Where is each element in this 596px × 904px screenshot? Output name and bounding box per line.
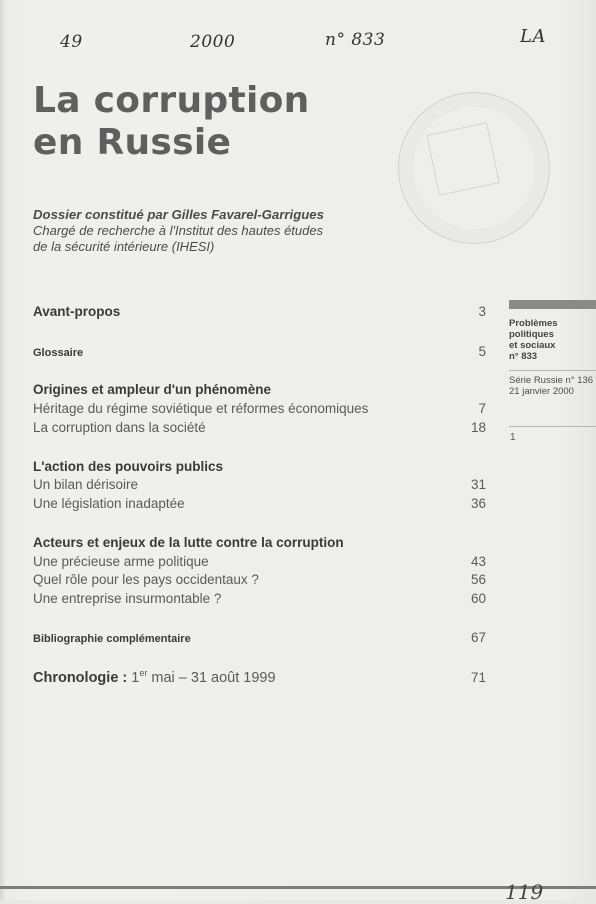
toc-label [33, 668, 276, 686]
toc-label: Une législation inadaptée [33, 496, 185, 511]
publication-series [509, 375, 593, 397]
toc-entry [33, 572, 486, 587]
toc-page: 67 [470, 630, 486, 645]
toc-page: 43 [470, 554, 486, 569]
toc-page: 5 [478, 344, 486, 359]
author-role-line-2: de la sécurité intérieure (IHESI) [33, 239, 215, 254]
toc-page: 60 [470, 591, 486, 606]
handwritten-note-bottom: 119 [505, 880, 544, 904]
publication-date: 21 janvier 2000 [509, 386, 574, 397]
toc-label: Une entreprise insurmontable ? [33, 591, 222, 606]
toc-label: La corruption dans la société [33, 420, 206, 435]
toc-entry [33, 591, 486, 606]
page-number: 1 [510, 432, 516, 443]
chronologie-ordinal: er [139, 668, 148, 678]
toc-entry [33, 477, 486, 492]
toc-label: Avant-propos [33, 304, 121, 319]
toc-label: Bibliographie complémentaire [33, 633, 191, 645]
author-role-line-1: Chargé de recherche à l'Institut des hautes études [33, 223, 324, 238]
toc-page: 56 [470, 572, 486, 587]
handwritten-note-number: n° 833 [325, 30, 386, 50]
toc-entry [33, 554, 486, 569]
toc-page: 71 [470, 669, 486, 685]
toc-page: 36 [470, 496, 486, 511]
sidebar-divider [509, 426, 596, 427]
publication-name [509, 318, 558, 362]
toc-label: Héritage du régime soviétique et réformes économiques [33, 401, 369, 416]
handwritten-note-year: 2000 [190, 32, 236, 52]
sidebar-accent-bar [509, 300, 596, 309]
toc-entry-avant-propos [33, 304, 486, 319]
toc-label: Un bilan dérisoire [33, 477, 139, 492]
dossier-author: Dossier constitué par Gilles Favarel-Garrigues [33, 207, 324, 222]
chronologie-label: Chronologie : [33, 669, 128, 686]
chronologie-range: mai – 31 août 1999 [147, 669, 276, 686]
handwritten-note-top-left: 49 [60, 32, 83, 52]
toc-entry [33, 420, 486, 435]
series-number: Série Russie n° 136 [509, 375, 594, 386]
toc-label: Quel rôle pour les pays occidentaux ? [33, 572, 259, 587]
toc-entry-bibliographie [33, 630, 486, 645]
dossier-credits [33, 207, 324, 255]
toc-section-heading-3: Acteurs et enjeux de la lutte contre la corruption [33, 535, 344, 550]
publication-line-1: Problèmes [509, 318, 558, 329]
toc-entry [33, 496, 486, 511]
toc-section-heading-1: Origines et ampleur d'un phénomène [33, 382, 271, 397]
toc-label: Une précieuse arme politique [33, 554, 209, 569]
toc-page: 3 [478, 304, 486, 319]
publication-issue: n° 833 [509, 351, 538, 362]
chronologie-day: 1 [131, 669, 140, 686]
toc-entry-glossaire [33, 344, 486, 359]
toc-label: Glossaire [33, 347, 84, 359]
toc-page: 7 [478, 401, 486, 416]
page-title [33, 80, 310, 164]
title-line-1: La corruption [33, 80, 310, 121]
library-stamp-emblem [426, 122, 500, 196]
toc-page: 31 [470, 477, 486, 492]
title-line-2: en Russie [33, 122, 232, 163]
sidebar-divider [509, 370, 596, 371]
toc-section-heading-2: L'action des pouvoirs publics [33, 459, 223, 474]
toc-entry [33, 401, 486, 416]
toc-entry-chronologie [33, 668, 486, 686]
handwritten-note-top-right: LA [520, 26, 546, 47]
publication-line-3: et sociaux [509, 340, 556, 351]
publication-line-2: politiques [509, 329, 554, 340]
toc-page: 18 [470, 420, 486, 435]
